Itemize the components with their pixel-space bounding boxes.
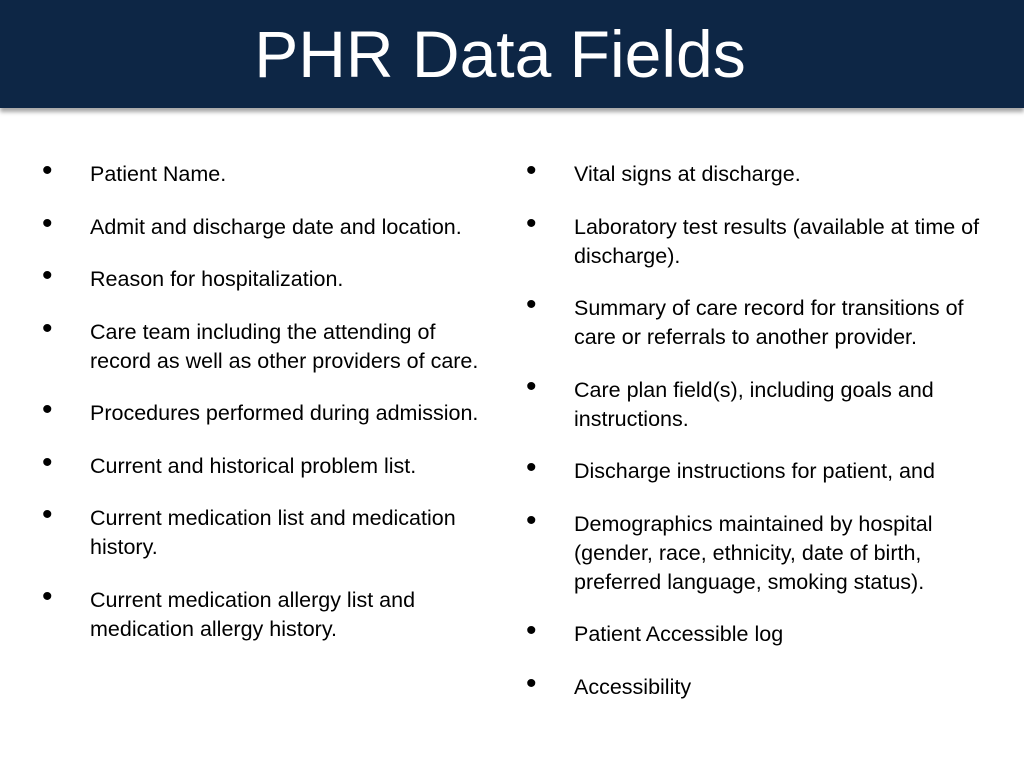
bullet-text: Care team including the attending of record as well as other providers of care.	[90, 319, 479, 373]
bullet-icon: •	[526, 503, 537, 537]
bullet-icon: •	[42, 498, 53, 531]
bullet-text: Patient Accessible log	[574, 622, 784, 646]
bullet-text: Accessibility	[574, 674, 692, 699]
bullet-item	[522, 614, 992, 649]
bullet-text: Reason for hospitalization.	[90, 267, 344, 291]
bullet-icon: •	[526, 288, 537, 321]
bullet-icon: •	[42, 311, 53, 345]
bullet-icon: •	[526, 369, 537, 403]
bullet-item	[38, 154, 488, 189]
bullet-item	[522, 503, 992, 597]
bullet-text: Demographics maintained by hospital (gender, race, ethnicity, date of birth, preferred language, smoking status).	[574, 511, 933, 594]
bullet-text: Admit and discharge date and location.	[90, 214, 462, 239]
bullet-item	[522, 369, 992, 434]
bullet-item	[38, 393, 488, 428]
right-bullet-list	[522, 154, 992, 725]
slide-title: PHR Data Fields	[254, 17, 746, 91]
bullet-item	[38, 579, 488, 644]
bullet-text: Care plan field(s), including goals and instructions.	[574, 377, 934, 431]
bullet-icon: •	[42, 579, 53, 613]
bullet-icon: •	[526, 206, 537, 240]
bullet-text: Vital signs at discharge.	[574, 162, 801, 186]
bullet-icon: •	[42, 259, 53, 292]
bullet-item	[38, 259, 488, 294]
left-bullet-list	[38, 154, 488, 667]
bullet-item	[522, 666, 992, 702]
bullet-item	[522, 206, 992, 271]
bullet-item	[522, 288, 992, 352]
bullet-text: Current medication list and medication history.	[90, 506, 456, 559]
bullet-item	[38, 206, 488, 242]
bullet-icon: •	[526, 614, 537, 647]
bullet-text: Current medication allergy list and medication allergy history.	[90, 587, 416, 641]
bullet-text: Laboratory test results (available at time of discharge).	[574, 214, 980, 268]
bullet-icon: •	[42, 154, 53, 187]
bullet-text: Summary of care record for transitions of care or referrals to another provider.	[574, 296, 964, 349]
bullet-text: Discharge instructions for patient, and	[574, 459, 935, 483]
bullet-item	[38, 445, 488, 481]
bullet-item	[38, 498, 488, 562]
bullet-icon: •	[42, 393, 53, 426]
bullet-icon: •	[42, 445, 53, 479]
bullet-item	[38, 311, 488, 376]
bullet-text: Procedures performed during admission.	[90, 401, 479, 425]
bullet-icon: •	[526, 154, 537, 187]
title-bar	[0, 0, 1024, 108]
bullet-item	[522, 154, 992, 189]
bullet-icon: •	[526, 451, 537, 484]
bullet-text: Patient Name.	[90, 162, 227, 186]
bullet-text: Current and historical problem list.	[90, 453, 417, 478]
bullet-icon: •	[42, 206, 53, 240]
bullet-icon: •	[526, 666, 537, 700]
bullet-item	[522, 451, 992, 486]
